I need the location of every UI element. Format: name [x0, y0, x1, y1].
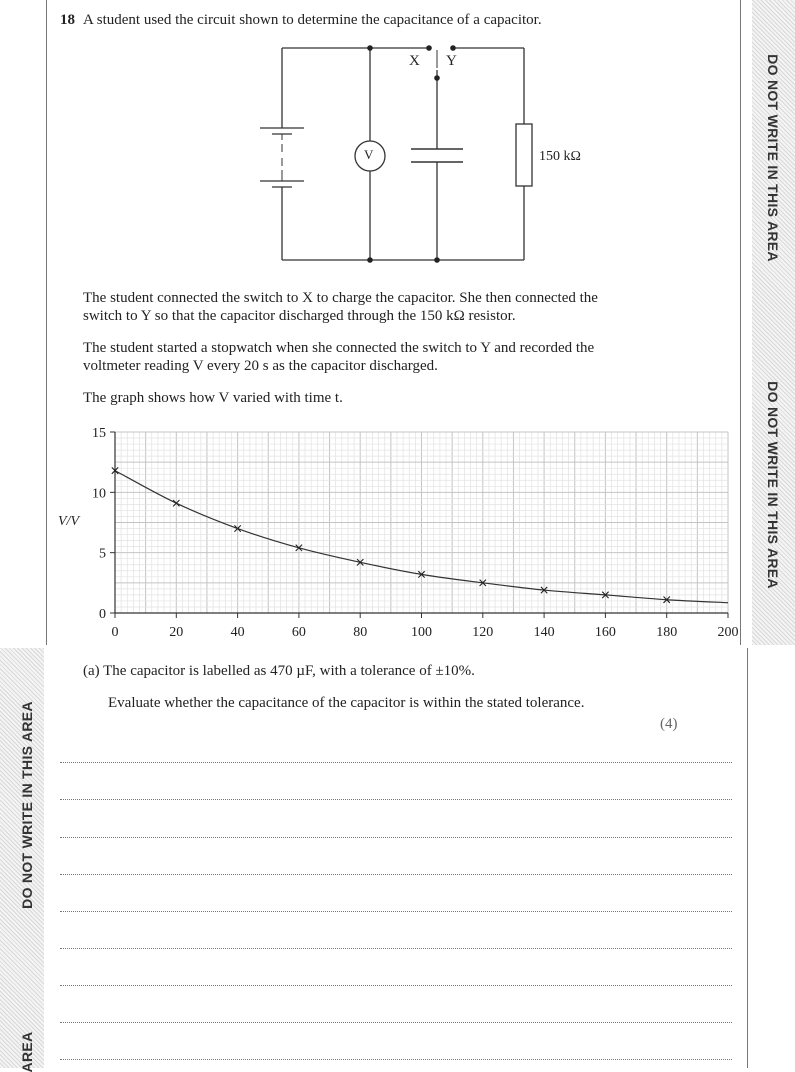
margin-warning-left: DO NOT WRITE IN THIS AREA [19, 701, 35, 909]
paragraph-3: The graph shows how V varied with time t. [83, 390, 343, 406]
question-stem: A student used the circuit shown to determine the capacitance of a capacitor. [83, 12, 542, 28]
paragraph-2-line-2: voltmeter reading V every 20 s as the capacitor discharged. [83, 358, 438, 374]
resistor-icon [516, 124, 532, 186]
answer-line[interactable] [60, 1059, 732, 1060]
x-tick-label: 200 [717, 625, 739, 640]
x-tick-label: 60 [291, 625, 306, 640]
x-tick-label: 140 [533, 625, 555, 640]
y-axis-label: V/V [58, 513, 79, 529]
x-tick-label: 100 [411, 625, 432, 640]
y-tick-label: 5 [99, 546, 106, 562]
x-tick-label: 80 [353, 625, 368, 640]
answer-line[interactable] [60, 762, 732, 763]
margin-warning-right-top: DO NOT WRITE IN THIS AREA [765, 54, 781, 262]
x-tick-label: 180 [656, 625, 678, 640]
question-number: 18 [60, 12, 75, 28]
paragraph-1-line-1: The student connected the switch to X to charge the capacitor. She then connected the [83, 290, 598, 306]
answer-line[interactable] [60, 948, 732, 949]
y-tick-label: 15 [92, 426, 106, 441]
paragraph-1-line-2: switch to Y so that the capacitor discharged through the 150 kΩ resistor. [83, 308, 516, 324]
margin-warning-left-cut: AREA [19, 1031, 35, 1072]
battery-icon [260, 128, 304, 187]
page-cut [0, 645, 795, 648]
switch-label-x: X [409, 53, 420, 69]
answer-line[interactable] [60, 837, 732, 838]
answer-line[interactable] [60, 799, 732, 800]
x-tick-label: 20 [169, 625, 184, 640]
answer-line[interactable] [60, 874, 732, 875]
part-a-line-1: (a) The capacitor is labelled as 470 µF, with a tolerance of ±10%. [83, 663, 475, 679]
y-tick-label: 10 [92, 486, 106, 502]
paragraph-2-line-1: The student started a stopwatch when she connected the switch to Y and recorded the [83, 340, 595, 356]
capacitor-icon [411, 149, 463, 162]
answer-line[interactable] [60, 911, 732, 912]
resistor-label: 150 kΩ [539, 149, 581, 164]
margin-warning-right-bottom: DO NOT WRITE IN THIS AREA [765, 381, 781, 589]
answer-line[interactable] [60, 1022, 732, 1023]
x-tick-label: 160 [594, 625, 616, 640]
x-tick-label: 40 [230, 625, 245, 640]
voltmeter-label: V [364, 147, 374, 162]
circuit-diagram [0, 0, 795, 290]
x-tick-label: 120 [472, 625, 494, 640]
part-a-marks: (4) [660, 716, 678, 732]
y-tick-label: 0 [99, 607, 106, 622]
answer-line[interactable] [60, 985, 732, 986]
x-tick-label: 0 [111, 625, 119, 640]
voltage-time-graph [0, 415, 760, 645]
switch-label-y: Y [446, 53, 457, 69]
page-border-right-bottom [747, 648, 748, 1068]
part-a-line-2: Evaluate whether the capacitance of the capacitor is within the stated tolerance. [108, 695, 585, 711]
